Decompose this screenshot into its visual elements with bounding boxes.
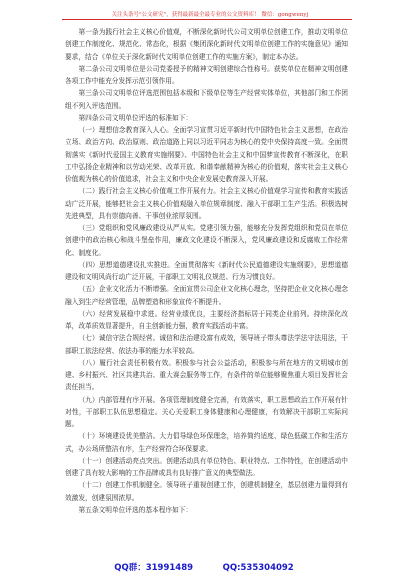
article-1: 第一条为践行社会主义核心价值观，不断深化新时代公司文明单位创建工作，推动文明单位创建工作制度化、规范化、常态化，根据《集团深化新时代文明单位创建工作的实施意见》通知要求，结合《单位关于深化新时代文明单位创建工作的实施方案》，制定本办法。	[65, 28, 348, 61]
criterion-9: （九）内部管理有序开展。各项管理制度健全完善，有效落实，职工思想政治工作开展有针对性，干部职工队伍思想稳定。关心关爱职工身体健康和心理健康，有效解决干部职工实际问题。	[65, 395, 348, 428]
criterion-8: （八）履行社会责任积极有效。积极参与社会公益活动，积极参与所在地方的文明城市创建、乡村振兴、社区共建共治、重大赛会服务等工作，有条件的单位能够聚焦重大项目发挥社会责任担当。	[65, 358, 348, 392]
contact-footer	[0, 561, 408, 573]
qq-contact-text: QQ:535304092	[222, 563, 294, 573]
document-body	[65, 26, 348, 516]
criterion-12: （十二）创建工作机制健全。领导班子重视创建工作，创建机制健全，基层创建力量得到有效激发，创建氛围浓厚。	[65, 481, 348, 502]
criterion-11: （十一）创建活动亮点突出。创建活动具有单位特色、职业特点、工作特性，在创建活动中创建了具有较大影响的工作品牌或具有良好推广意义的典型做法。	[65, 456, 348, 477]
criterion-10: （十）环境建设优美整洁。大力倡导绿色环保理念，培养简约适度、绿色低碳工作和生活方式，办公场所整洁有序，生产经营符合环保要求。	[65, 432, 348, 453]
header-banner: 关注头条号"公文研究"，获得最新最全最专业的公文资料库！ 微信：gongwenyj	[111, 12, 309, 18]
qq-group-text: QQ群：31991489	[114, 563, 194, 573]
criterion-6: （六）经营发展稳中求进。经营业绩优良，主要经济指标居于同类企业前列。持续深化改革，改革质效显著提升，自主创新能力强，教育实践活动丰富。	[65, 309, 348, 330]
criterion-1: （一）理想信念教育深入人心。全面学习宣贯习近平新时代中国特色社会主义思想，在政治立场、政治方向、政治原则、政治道路上同以习近平同志为核心的党中央保持高度一致。全面贯彻落实《新时代爱国主义教育实施纲要》、中国特色社会主义和中国梦宣传教育不断深化，在职工中弘扬企业精神和以劳动光荣、改革开放、和谐奉献精神为核心的价值观，落实社会主义核心价值观为核心的价值追求，社会主义和中央企业发展史教育深入开展。	[65, 126, 348, 183]
article-2: 第二条公司文明单位是公司党委授予的精神文明创建综合性称号。获奖单位在精神文明创建各项工作中能充分发挥示范引领作用。	[65, 64, 348, 85]
header-divider	[62, 19, 352, 20]
criterion-4: （四）思想道德建设扎实推进。全面贯彻落实《新时代公民道德建设实施纲要》，思想道德建设和文明风尚行动广泛开展，干部职工文明礼仪规范、行为习惯良好。	[65, 260, 348, 281]
criterion-7: （七）诚信守法合规经营。诚信和法治建设富有成效，领导班子带头尊法学法守法用法，干部职工依法经营、依法办事的能力水平较高。	[65, 334, 348, 355]
criterion-2: （二）践行社会主义核心价值观工作开展有力。社会主义核心价值观学习宣传和教育实践活动广泛开展，能够把社会主义核心价值观融入单位规章制度、融入干部职工生产生活。积极选树先进典型，具有崇德向善、干事创业浓厚氛围。	[65, 187, 348, 220]
article-4: 第四条公司文明单位评选的标准如下：	[78, 113, 193, 122]
criterion-5: （五）企业文化活力不断增强。全面宣贯公司企业文化核心理念，坚持把企业文化核心理念融入到生产经营管理，品牌塑造和形象宣传不断提升。	[65, 285, 348, 306]
criterion-3: （三）党组织和党风廉政建设从严从实。党建引领力强，能够充分发挥党组织和党员在单位创建中的政治核心和战斗堡垒作用，廉政文化建设不断深入，党风廉政建设和反腐败工作经常化、制度化。	[65, 224, 348, 257]
article-3: 第三条公司文明单位评选范围包括本级和下级单位等生产经营实体单位，其他部门和工作团组不列入评选范围。	[65, 89, 348, 110]
article-5: 第五条文明单位评选的基本程序如下：	[78, 505, 193, 514]
